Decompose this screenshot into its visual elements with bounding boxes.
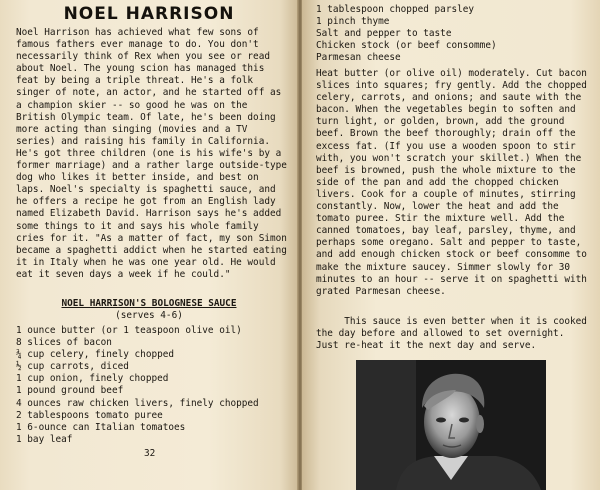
- ingredient-item: 1 pinch thyme: [316, 16, 390, 28]
- portrait-photo-illustration: [356, 360, 546, 490]
- ingredient-item: 1 ounce butter (or 1 teaspoon olive oil): [16, 325, 242, 336]
- ingredient-item: 1 6-ounce can Italian tomatoes: [16, 421, 186, 433]
- serving-note: [316, 316, 592, 352]
- ingredient-item: ¾ cup celery, finely chopped: [16, 349, 175, 361]
- ingredient-item: 4 ounces raw chicken livers, finely chopped: [16, 397, 259, 409]
- directions-paragraph: Heat butter (or olive oil) moderately. Cut bacon slices into squares; fry gently. Add the chopped celery, carrots, and onions; and saute with the bacon. When the vegetables begin to soften and turn light, or golden, brown, add the ground beef. Brown the beef thoroughly; drain off the excess fat. (If you use a wooden spoon to stir with, you won't scratch your skillet.) When the beef is browned, push the whole mixture to the side of the pan and add the chopped chicken livers. Cook for a couple of minutes, stirring constantly. Now, lower the heat and add the tomato puree. Stir the mixture well. Add the canned tomatoes, bay leaf, parsley, thyme, and perhaps some oregano. Salt and pepper to taste, and add enough chicken stock or beef consomme to make the mixture saucey. Simmer slowly for 30 minutes to an hour -- serve it on spaghetti with grated Parmesan cheese.: [316, 68, 587, 297]
- page-title: NOEL HARRISON: [63, 4, 235, 24]
- ingredient-list: [16, 325, 288, 446]
- left-page: [0, 0, 298, 490]
- ingredient-item: 1 tablespoon chopped parsley: [316, 4, 475, 15]
- ingredient-item: ½ cup carrots, diced: [16, 361, 129, 373]
- ingredient-item: Chicken stock (or beef consomme): [316, 40, 497, 52]
- ingredient-item: 8 slices of bacon: [16, 337, 112, 349]
- ingredient-list-continued: [316, 4, 592, 64]
- right-page: [302, 0, 600, 490]
- ingredient-item: 1 bay leaf: [16, 433, 73, 445]
- ingredient-item: Salt and pepper to taste: [316, 28, 452, 40]
- page-number: 32: [144, 448, 156, 459]
- ingredient-item: 2 tablespoons tomato puree: [16, 409, 163, 421]
- recipe-header: [0, 298, 298, 322]
- recipe-title: NOEL HARRISON'S BOLOGNESE SAUCE: [61, 298, 237, 309]
- intro-paragraph: Noel Harrison has achieved what few sons of famous fathers ever manage to do. You don't necessarily think of Rex when you see or read about Noel. The young scion has managed this feat by being a triple threat. He's a folk singer of note, an actor, and he started off as a champion skier -- so good he was on the British Olympic team. Of late, he's been doing more acting than singing (movies and a TV series) and raising his family in California. He's got three children (one is his wife's by a former marriage) and a rather large outside-type dog who likes it better inside, and best on laps. Noel's specialty is spaghetti sauce, and he offers a recipe he got from an English lady named Elizabeth David. Harrison says he's added some things to it and says his whole family cries for it. "As a matter of fact, my son Simon became a spaghetti addict when he started eating it in Italy when he was one year old. He would eat it seven days a week if he could.": [16, 27, 287, 280]
- recipe-serves: (serves 4-6): [115, 310, 183, 321]
- portrait-photo: [356, 360, 546, 490]
- ingredient-item: 1 cup onion, finely chopped: [16, 373, 169, 385]
- serving-note-text: This sauce is even better when it is cooked the day before and allowed to set overnight. Just re-heat it the next day and serve.: [316, 316, 587, 352]
- ingredient-item: Parmesan cheese: [316, 52, 401, 64]
- ingredient-item: 1 pound ground beef: [16, 385, 124, 397]
